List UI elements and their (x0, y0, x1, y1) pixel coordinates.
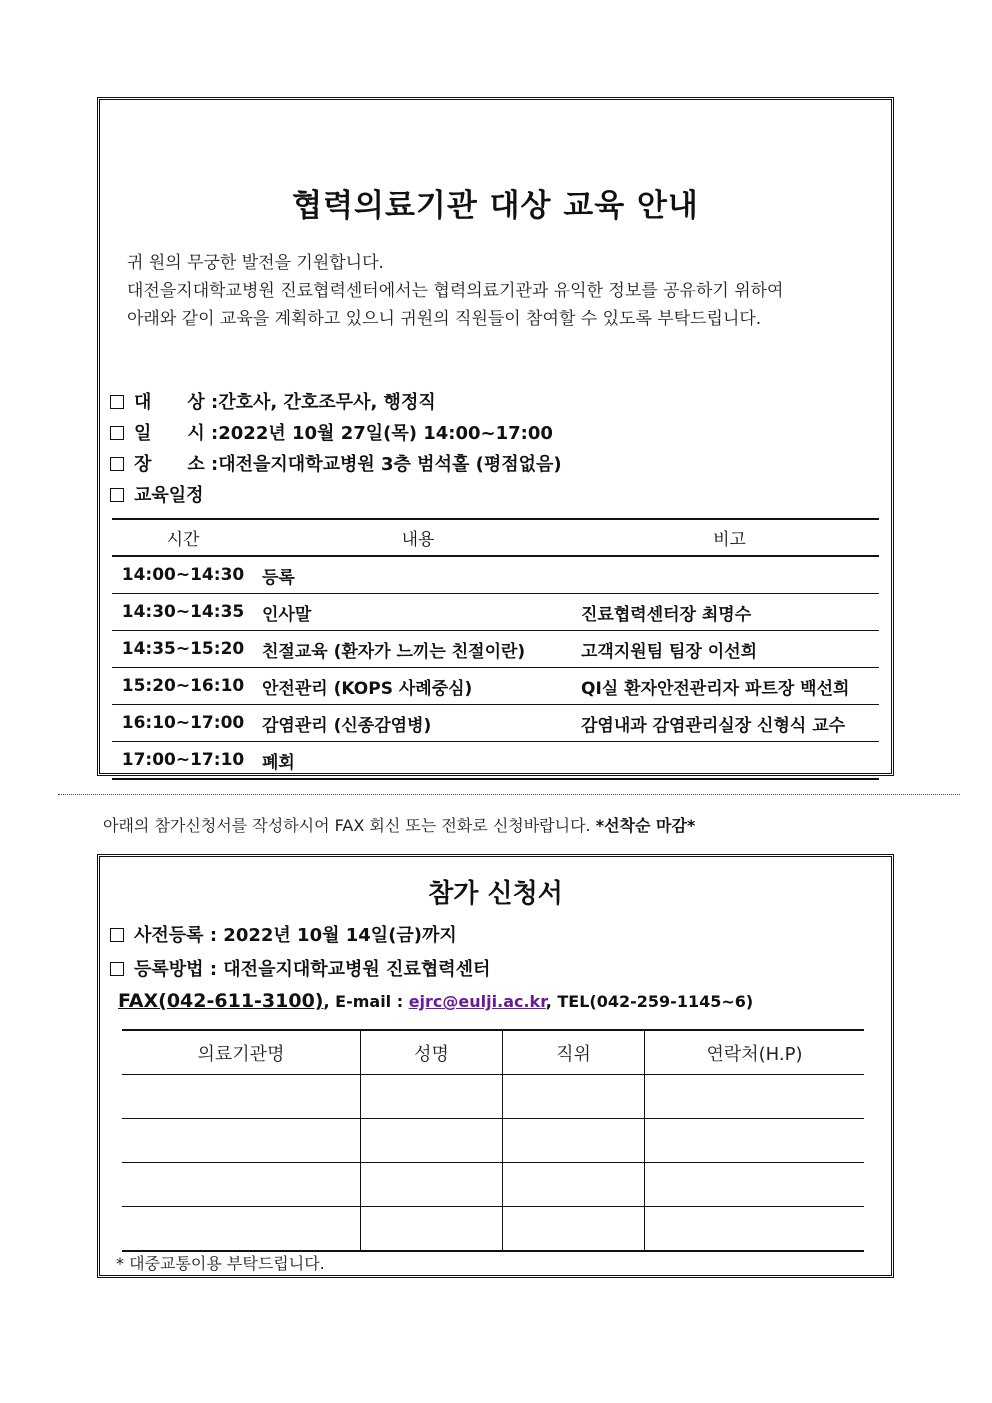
column-header: 성명 (361, 1030, 503, 1075)
note-cell (575, 742, 879, 780)
position-cell[interactable] (503, 1075, 645, 1119)
position-cell[interactable] (503, 1207, 645, 1252)
table-header-row (112, 519, 879, 556)
table-row (112, 556, 879, 594)
table-row (122, 1075, 864, 1119)
name-cell[interactable] (361, 1075, 503, 1119)
time-cell: 17:00~17:10 (112, 742, 254, 780)
table-row (122, 1163, 864, 1207)
preregistration-item: 사전등록 : 2022년 10월 14일(금)까지 (110, 921, 457, 947)
checkbox-icon (110, 395, 124, 409)
institution-cell[interactable] (122, 1075, 361, 1119)
email-link[interactable]: ejrc@eulji.ac.kr (408, 992, 546, 1011)
table-row (112, 742, 879, 780)
column-header: 내용 (254, 519, 575, 556)
checkbox-icon (110, 426, 124, 440)
content-cell: 감염관리 (신종감염병) (254, 705, 575, 742)
intro-line: 대전을지대학교병원 진료협력센터에서는 협력의료기관과 유익한 정보를 공유하기 위하여 (127, 281, 784, 301)
content-cell: 친절교육 (환자가 느끼는 친절이란) (254, 631, 575, 668)
column-header: 비고 (575, 519, 879, 556)
time-cell: 16:10~17:00 (112, 705, 254, 742)
education-notice-box (97, 97, 894, 776)
content-cell: 안전관리 (KOPS 사례중심) (254, 668, 575, 705)
form-title: 참가 신청서 (428, 879, 563, 909)
registration-method-item: 등록방법 : 대전을지대학교병원 진료협력센터 (110, 955, 490, 981)
time-cell: 15:20~16:10 (112, 668, 254, 705)
table-header-row (122, 1030, 864, 1075)
time-cell: 14:35~15:20 (112, 631, 254, 668)
target-item: 대 상 :간호사, 간호조무사, 행정직 (110, 388, 436, 414)
content-cell: 폐회 (254, 742, 575, 780)
time-cell: 14:00~14:30 (112, 556, 254, 594)
application-table (122, 1029, 864, 1252)
phone-cell[interactable] (645, 1119, 865, 1163)
table-row (112, 594, 879, 631)
note-cell: 감염내과 감염관리실장 신형식 교수 (575, 705, 879, 742)
note-cell: 고객지원팀 팀장 이선희 (575, 631, 879, 668)
intro-line: 귀 원의 무궁한 발전을 기원합니다. (127, 253, 384, 273)
place-item: 장 소 :대전을지대학교병원 3층 범석홀 (평점없음) (110, 450, 562, 476)
schedule-item: 교육일정 (110, 481, 204, 507)
note-cell: 진료협력센터장 최명수 (575, 594, 879, 631)
note-cell (575, 556, 879, 594)
apply-instruction: 아래의 참가신청서를 작성하시어 FAX 회신 또는 전화로 신청바랍니다. *선착순 마감* (103, 816, 696, 835)
content-cell: 등록 (254, 556, 575, 594)
checkbox-icon (110, 962, 124, 976)
cut-line-divider (58, 794, 960, 795)
time-cell: 14:30~14:35 (112, 594, 254, 631)
checkbox-icon (110, 488, 124, 502)
checkbox-icon (110, 928, 124, 942)
datetime-item: 일 시 :2022년 10월 27일(목) 14:00~17:00 (110, 419, 553, 445)
checkbox-icon (110, 457, 124, 471)
column-header: 연락처(H.P) (645, 1030, 865, 1075)
position-cell[interactable] (503, 1163, 645, 1207)
position-cell[interactable] (503, 1119, 645, 1163)
institution-cell[interactable] (122, 1207, 361, 1252)
table-row (112, 705, 879, 742)
column-header: 의료기관명 (122, 1030, 361, 1075)
intro-line: 아래와 같이 교육을 계획하고 있으니 귀원의 직원들이 참여할 수 있도록 부탁드립니다. (127, 309, 762, 329)
contact-info: FAX(042-611-3100), E-mail : ejrc@eulji.ac.kr, TEL(042-259-1145~6) (118, 990, 754, 1012)
table-row (112, 668, 879, 705)
fax-number: FAX(042-611-3100) (118, 990, 324, 1012)
content-cell: 인사말 (254, 594, 575, 631)
note-cell: QI실 환자안전관리자 파트장 백선희 (575, 668, 879, 705)
name-cell[interactable] (361, 1207, 503, 1252)
phone-cell[interactable] (645, 1163, 865, 1207)
notice-title: 협력의료기관 대상 교육 안내 (292, 188, 699, 224)
name-cell[interactable] (361, 1119, 503, 1163)
table-row (122, 1119, 864, 1163)
table-row (122, 1207, 864, 1252)
footnote: * 대중교통이용 부탁드립니다. (116, 1254, 325, 1273)
institution-cell[interactable] (122, 1163, 361, 1207)
tel-number: , TEL(042-259-1145~6) (545, 992, 754, 1011)
application-form-box (97, 854, 894, 1278)
column-header: 시간 (112, 519, 254, 556)
column-header: 직위 (503, 1030, 645, 1075)
phone-cell[interactable] (645, 1207, 865, 1252)
first-come-notice: *선착순 마감* (595, 816, 696, 835)
phone-cell[interactable] (645, 1075, 865, 1119)
table-row (112, 631, 879, 668)
institution-cell[interactable] (122, 1119, 361, 1163)
schedule-table (112, 518, 879, 780)
name-cell[interactable] (361, 1163, 503, 1207)
